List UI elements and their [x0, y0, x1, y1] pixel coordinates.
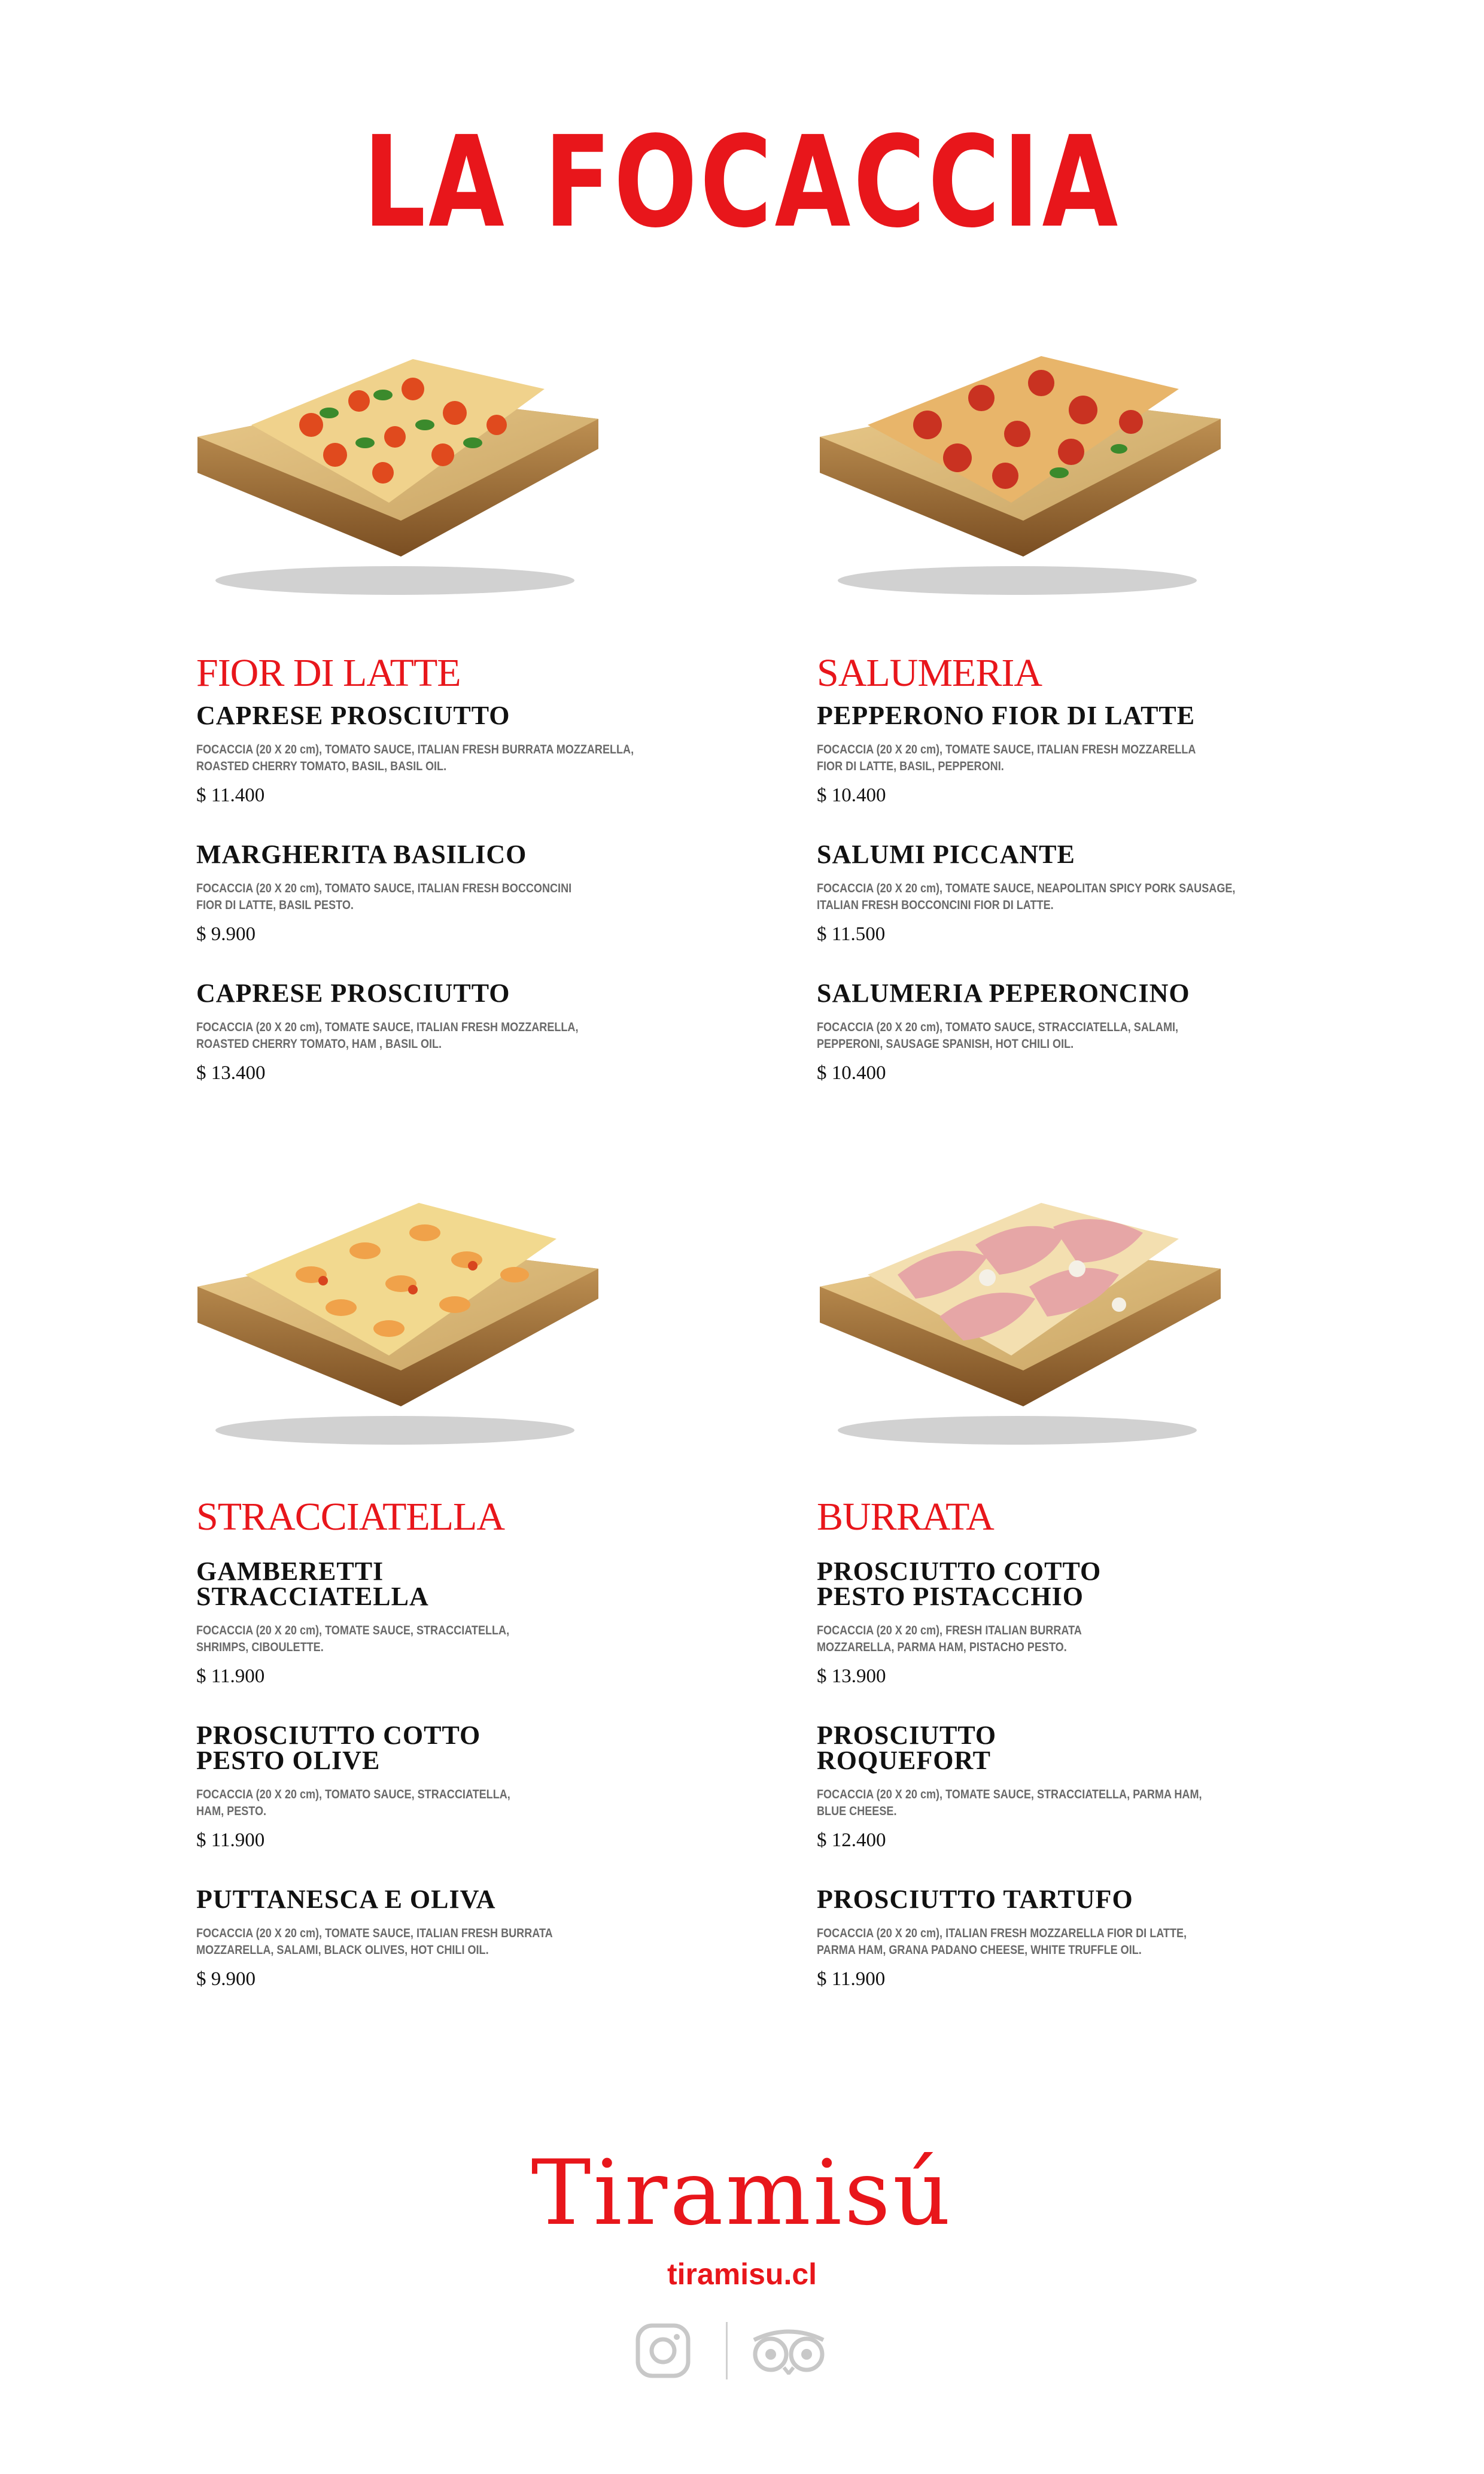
item-description: FOCACCIA (20 X 20 cm), TOMATE SAUCE, STRACCIATELLA, SHRIMPS, CIBOULETTE.: [196, 1624, 510, 1654]
menu-item: [817, 1559, 1307, 1688]
item-price: $ 11.400: [196, 785, 265, 806]
item-price: $ 11.900: [196, 1829, 265, 1851]
item-name: MARGHERITA BASILICO: [196, 840, 527, 869]
menu-item: [196, 842, 687, 946]
item-price: $ 13.400: [196, 1062, 266, 1084]
item-description: FOCACCIA (20 X 20 cm), TOMATO SAUCE, ITALIAN FRESH BURRATA MOZZARELLA, ROASTED CHERRY TOMATO, BASIL, BASIL OIL.: [196, 743, 634, 773]
item-name: PUTTANESCA E OLIVA: [196, 1885, 496, 1914]
section-burrata: [817, 1493, 1307, 1991]
menu-item: [817, 842, 1307, 946]
page-title: LA FOCACCIA: [363, 109, 1121, 256]
item-description: FOCACCIA (20 X 20 cm), TOMATO SAUCE, STRACCIATELLA, SALAMI, PEPPERONI, SAUSAGE SPANISH, HOT CHILI OIL.: [817, 1020, 1179, 1051]
instagram-icon[interactable]: [634, 2322, 692, 2382]
item-name: CAPRESE PROSCIUTTO: [196, 978, 510, 1008]
item-description: FOCACCIA (20 X 20 cm), TOMATE SAUCE, ITALIAN FRESH BURRATA MOZZARELLA, SALAMI, BLACK OLIVES, HOT CHILI OIL.: [196, 1926, 553, 1957]
item-description: FOCACCIA (20 X 20 cm), ITALIAN FRESH MOZZARELLA FIOR DI LATTE, PARMA HAM, GRANA PADANO CHEESE, WHITE TRUFFLE OIL.: [817, 1926, 1187, 1957]
section-fior-di-latte: [196, 649, 687, 1085]
item-price: $ 10.400: [817, 785, 886, 806]
item-name: PROSCIUTTO COTTO PESTO PISTACCHIO: [817, 1557, 1102, 1611]
item-price: $ 11.900: [817, 1968, 886, 1990]
section-title: SALUMERIA: [817, 651, 1042, 695]
item-name: SALUMI PICCANTE: [817, 840, 1075, 869]
menu-item: [196, 703, 687, 807]
website-link[interactable]: tiramisu.cl: [667, 2257, 817, 2291]
menu-item: [817, 1887, 1307, 1991]
item-price: $ 9.900: [196, 923, 256, 945]
item-price: $ 12.400: [817, 1829, 886, 1851]
menu-item: [817, 703, 1307, 807]
item-name: PEPPERONO FIOR DI LATTE: [817, 701, 1196, 730]
item-name: SALUMERIA PEPERONCINO: [817, 978, 1190, 1008]
section-stracciatella: [196, 1493, 687, 1991]
item-name: CAPRESE PROSCIUTTO: [196, 701, 510, 730]
item-description: FOCACCIA (20 X 20 cm), TOMATO SAUCE, STRACCIATELLA, HAM, PESTO.: [196, 1788, 510, 1818]
item-description: FOCACCIA (20 X 20 cm), TOMATE SAUCE, NEAPOLITAN SPICY PORK SAUSAGE, ITALIAN FRESH BOCCONCINI FIOR DI LATTE.: [817, 882, 1236, 912]
item-name: PROSCIUTTO TARTUFO: [817, 1885, 1133, 1914]
focaccia-image-fior-di-latte: [186, 323, 604, 598]
menu-item: [817, 1723, 1307, 1852]
footer-divider: [726, 2322, 728, 2379]
item-name: PROSCIUTTO COTTO PESTO OLIVE: [196, 1721, 481, 1775]
item-price: $ 9.900: [196, 1968, 256, 1990]
menu-item: [196, 978, 687, 1085]
menu-item: [817, 978, 1307, 1085]
focaccia-image-burrata: [808, 1173, 1227, 1448]
section-title: BURRATA: [817, 1495, 994, 1539]
section-title: FIOR DI LATTE: [196, 651, 461, 695]
item-price: $ 11.500: [817, 923, 886, 945]
item-price: $ 13.900: [817, 1665, 886, 1687]
item-description: FOCACCIA (20 X 20 cm), TOMATE SAUCE, ITALIAN FRESH MOZZARELLA, ROASTED CHERRY TOMATO, HAM , BASIL OIL.: [196, 1020, 579, 1051]
brand-logo: Tiramisú: [531, 2141, 953, 2245]
focaccia-image-stracciatella: [186, 1173, 604, 1448]
menu-item: [196, 1887, 687, 1991]
item-name: PROSCIUTTO ROQUEFORT: [817, 1721, 997, 1775]
item-description: FOCACCIA (20 X 20 cm), TOMATE SAUCE, STRACCIATELLA, PARMA HAM, BLUE CHEESE.: [817, 1788, 1202, 1818]
section-salumeria: [817, 649, 1307, 1085]
section-title: STRACCIATELLA: [196, 1495, 504, 1539]
menu-item: [196, 1559, 687, 1688]
item-price: $ 10.400: [817, 1062, 886, 1084]
item-name: GAMBERETTI STRACCIATELLA: [196, 1557, 429, 1611]
item-description: FOCACCIA (20 X 20 cm), FRESH ITALIAN BURRATA MOZZARELLA, PARMA HAM, PISTACHO PESTO.: [817, 1624, 1082, 1654]
menu-item: [196, 1723, 687, 1852]
item-description: FOCACCIA (20 X 20 cm), TOMATO SAUCE, ITALIAN FRESH BOCCONCINI FIOR DI LATTE, BASIL PESTO.: [196, 882, 572, 912]
item-price: $ 11.900: [196, 1665, 265, 1687]
tripadvisor-icon[interactable]: [748, 2327, 829, 2378]
focaccia-image-salumeria: [808, 323, 1227, 598]
item-description: FOCACCIA (20 X 20 cm), TOMATE SAUCE, ITALIAN FRESH MOZZARELLA FIOR DI LATTE, BASIL, PEPPERONI.: [817, 743, 1196, 773]
